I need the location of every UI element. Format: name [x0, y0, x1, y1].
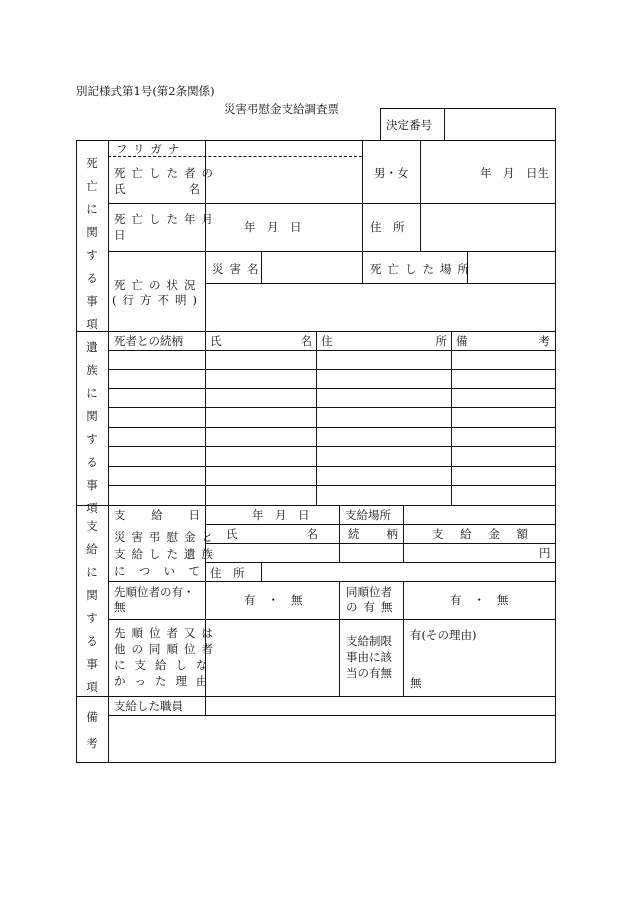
family-paid-label-3: に つ い て: [114, 564, 200, 578]
pay-date-label: 支 給 日: [114, 508, 200, 522]
circumstances-label-2: (行方不明): [112, 293, 203, 307]
furigana-field[interactable]: [206, 141, 362, 156]
paid-name-field[interactable]: [206, 544, 339, 562]
deceased-name-field[interactable]: [206, 157, 362, 203]
deceased-name-label-2: 氏 名: [114, 182, 200, 196]
circumstances-field[interactable]: [206, 285, 555, 331]
gender-option[interactable]: 男・女: [374, 166, 409, 180]
paid-amount-label: 支 給 金 額: [432, 527, 528, 541]
paid-address-label: 住 所: [210, 566, 245, 580]
form-title: 災害弔慰金支給調査票: [224, 102, 339, 116]
family-name-header: 氏 名: [210, 334, 312, 348]
death-date-label-1: 死亡した年月: [114, 212, 219, 226]
remarks-field[interactable]: [109, 716, 555, 762]
restriction-no[interactable]: 無: [410, 676, 422, 690]
same-rank-label-2: の有無: [346, 600, 399, 614]
death-address-label: 住 所: [370, 220, 405, 234]
same-rank-yes-no[interactable]: 有・無: [450, 593, 521, 607]
deceased-name-label-1: 死亡した者の: [114, 166, 219, 180]
family-paid-label-2: 支給した遺族: [114, 547, 219, 561]
staff-field[interactable]: [206, 697, 555, 715]
death-place-field[interactable]: [468, 253, 555, 283]
priority-yes-no[interactable]: 有・無: [244, 593, 315, 607]
priority-label-1: 先順位者の有・: [114, 585, 195, 599]
reason-label-3: に支給しな: [114, 658, 217, 672]
same-rank-label-1: 同順位者: [346, 585, 392, 599]
reason-label-1: 先順位者又は: [114, 626, 219, 640]
pay-date-field[interactable]: 年 月 日: [252, 508, 310, 522]
disaster-name-label: 災害名: [212, 262, 265, 276]
paid-amount-field[interactable]: [404, 544, 544, 562]
death-date-label-2: 日: [114, 228, 126, 242]
paid-relation-field[interactable]: [340, 544, 403, 562]
restriction-label-2: 事由に該: [346, 650, 392, 664]
decision-number-field[interactable]: [445, 109, 555, 140]
restriction-label-1: 支給制限: [346, 634, 392, 648]
family-section-label: 遺族に関する事項: [86, 340, 98, 515]
paid-address-field[interactable]: [262, 564, 555, 581]
pay-place-field[interactable]: [404, 506, 555, 524]
paid-name-label: 氏 名: [226, 527, 318, 541]
reason-field[interactable]: [206, 620, 339, 696]
restriction-yes-reason[interactable]: 有(その理由): [410, 628, 477, 642]
death-place-label: 死亡した場所: [370, 262, 475, 276]
relation-header: 死者との続柄: [114, 334, 183, 348]
staff-label: 支給した職員: [114, 699, 183, 713]
pay-place-label: 支給場所: [345, 508, 391, 522]
family-paid-label-1: 災害弔慰金と: [114, 530, 219, 544]
death-address-field[interactable]: [421, 205, 555, 251]
restriction-label-3: 当の有無: [346, 666, 392, 680]
circumstances-label-1: 死亡の状況: [114, 278, 202, 292]
payment-section-label: 支給に関する事項: [86, 519, 98, 694]
decision-number-label: 決定番号: [386, 118, 432, 132]
family-remarks-header: 備 考: [456, 334, 550, 348]
remarks-section-label: 備考: [86, 710, 98, 750]
furigana-label: フリガナ: [116, 142, 186, 156]
disaster-name-field[interactable]: [262, 253, 362, 283]
form-id: 別記様式第1号(第2条関係): [76, 84, 215, 98]
reason-label-2: 他の同順位者: [114, 642, 219, 656]
family-address-header: 住 所: [321, 334, 447, 348]
paid-relation-label: 続 柄: [348, 527, 398, 541]
yen-label: 円: [539, 546, 551, 560]
priority-label-2: 無: [114, 600, 126, 614]
death-date-field[interactable]: 年 月 日: [244, 220, 302, 234]
reason-label-4: かった理由: [114, 674, 217, 688]
death-section-label: 死亡に関する事項: [86, 156, 98, 331]
birth-date-field[interactable]: 年 月 日生: [480, 166, 549, 180]
